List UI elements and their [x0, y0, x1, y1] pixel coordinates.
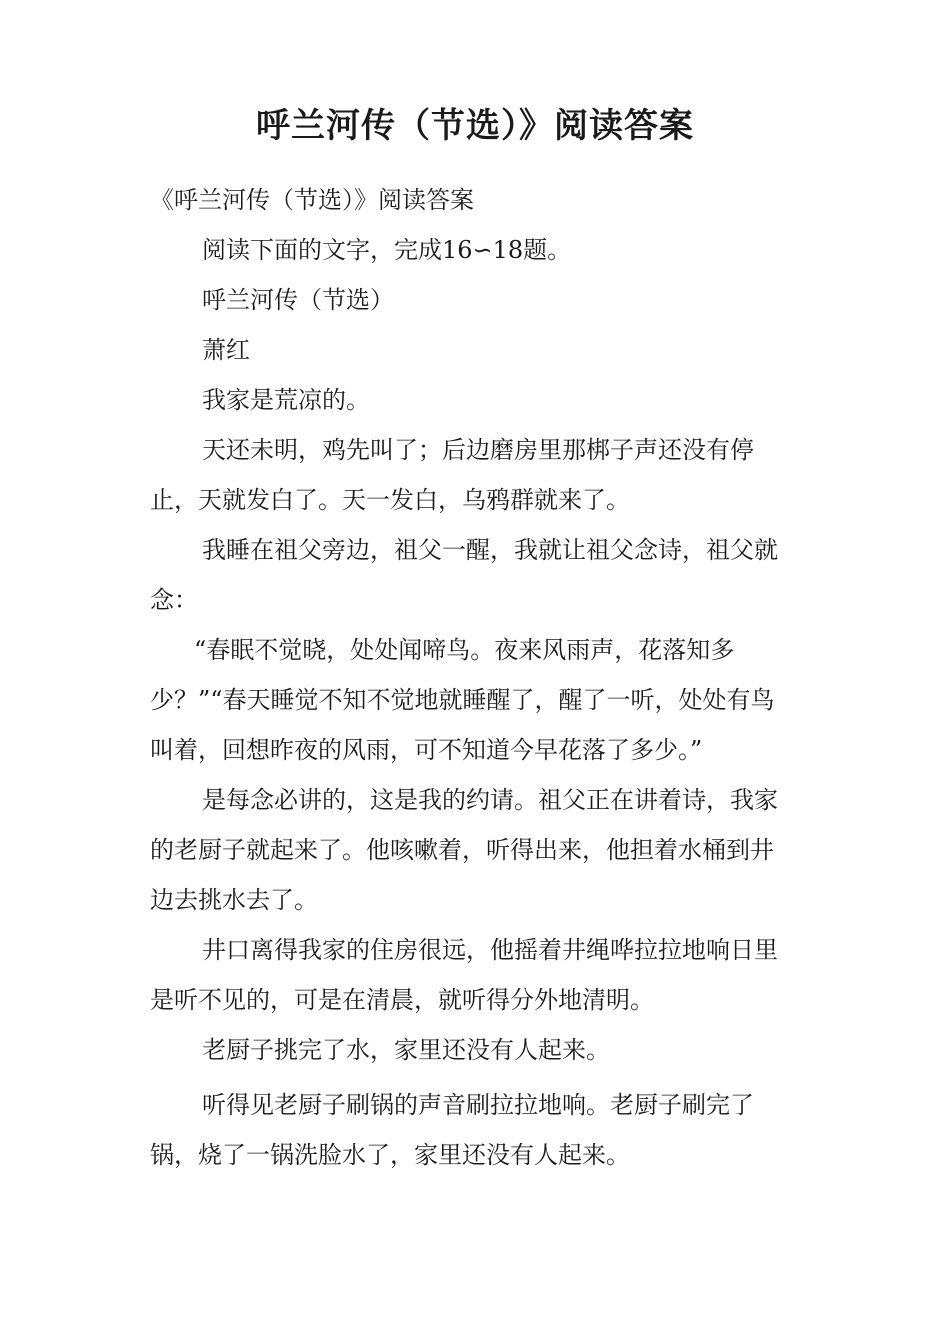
- subtitle-line: 《呼兰河传（节选）》阅读答案: [150, 186, 474, 214]
- paragraph-1: 我家是荒凉的。: [202, 386, 370, 414]
- paragraph-3: 我睡在祖父旁边，祖父一醒，我就让祖父念诗，祖父就念：: [150, 536, 778, 614]
- paragraph-poem: “春眠不觉晓，处处闻啼鸟。夜来风雨声，花落知多少？”“春天睡觉不知不觉地就睡醒了，醒了一听，处处有鸟叫着，回想昨夜的风雨，可不知道今早花落了多少。”: [150, 636, 775, 764]
- passage-author: 萧红: [202, 336, 250, 364]
- paragraph-2: 天还未明，鸡先叫了；后边磨房里那梆子声还没有停止，天就发白了。天一发白，乌鸦群就来了。: [150, 436, 754, 514]
- passage-title: 呼兰河传（节选）: [202, 286, 394, 314]
- paragraph-4: 是每念必讲的，这是我的约请。祖父正在讲着诗，我家的老厨子就起来了。他咳嗽着，听得出来，他担着水桶到井边去挑水去了。: [150, 786, 778, 914]
- paragraph-7: 听得见老厨子刷锅的声音刷拉拉地响。老厨子刷完了锅，烧了一锅洗脸水了，家里还没有人起来。: [150, 1091, 754, 1169]
- page-title: 呼兰河传（节选）》阅读答案: [256, 106, 694, 146]
- paragraph-6: 老厨子挑完了水，家里还没有人起来。: [202, 1036, 610, 1064]
- paragraph-5: 井口离得我家的住房很远，他摇着井绳哗拉拉地响日里是听不见的，可是在清晨，就听得分外地清明。: [150, 936, 778, 1014]
- document-body: [150, 175, 792, 1180]
- instruction-paragraph: 阅读下面的文字，完成16∽18题。: [202, 236, 572, 264]
